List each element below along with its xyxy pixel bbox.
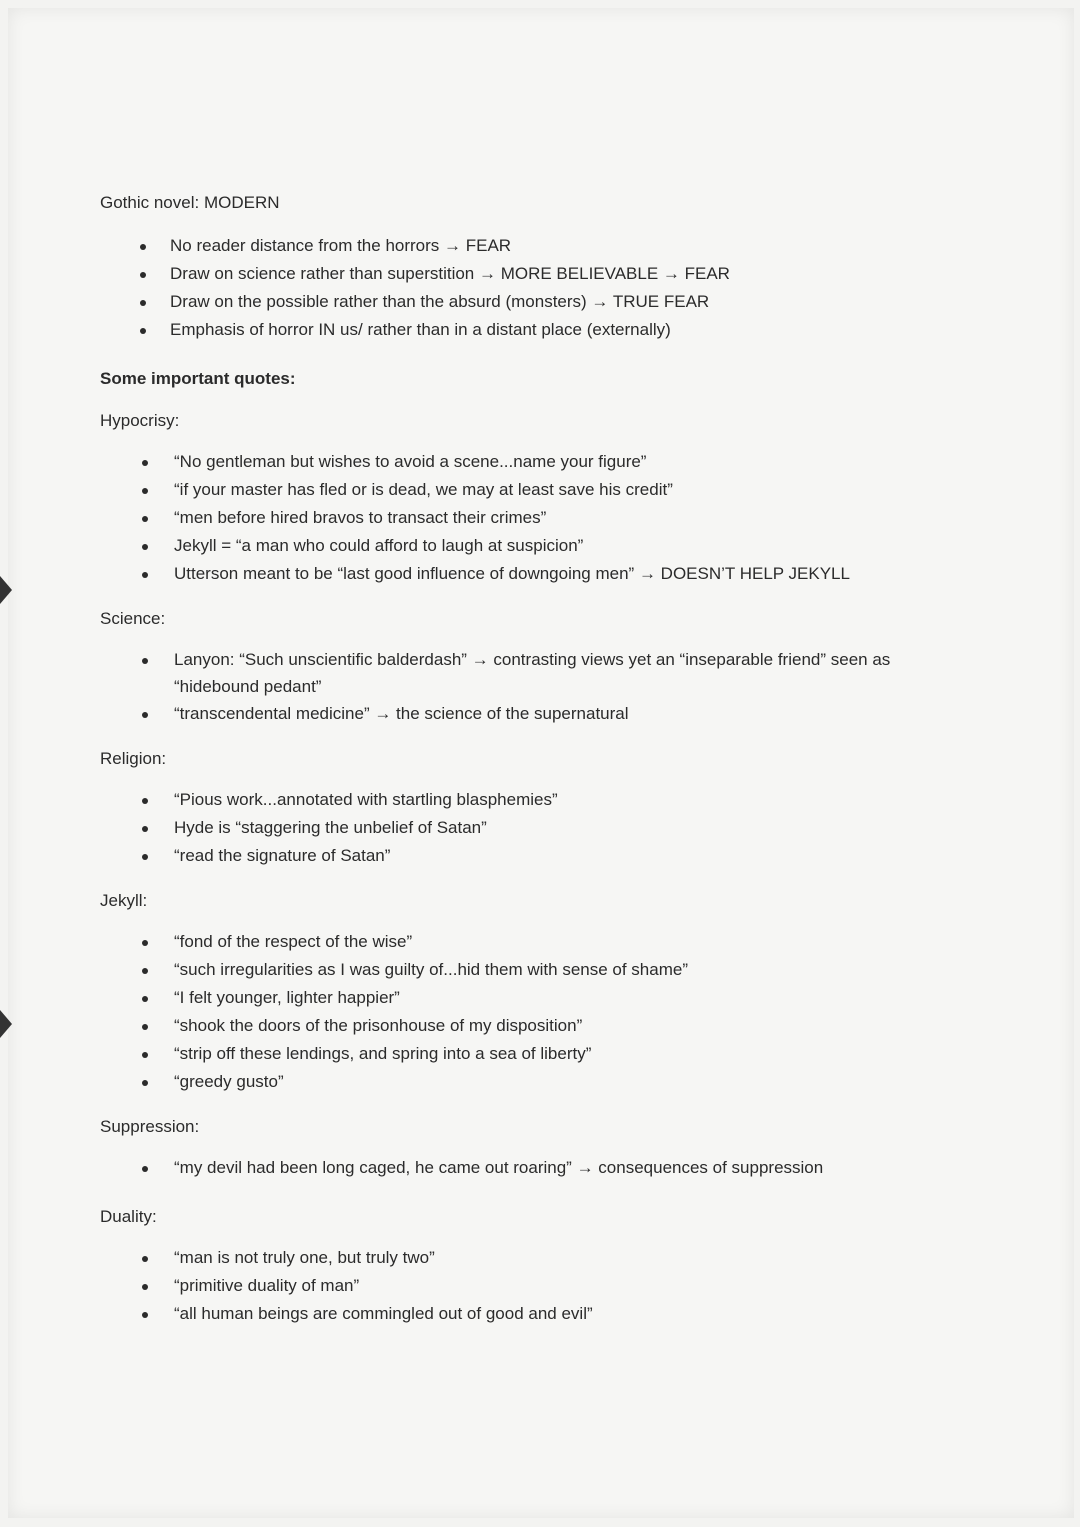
margin-tab-mark <box>0 1010 12 1038</box>
list-item: Lanyon: “Such unscientific balderdash” → contrasting views yet an “inseparable friend” seen as “hidebound pedant” <box>174 646 974 700</box>
margin-tab-mark <box>0 576 12 604</box>
list-item: “transcendental medicine” → the science of the supernatural <box>174 700 1000 728</box>
list-item: Emphasis of horror IN us/ rather than in a distant place (externally) <box>170 316 1000 344</box>
list-item: “primitive duality of man” <box>174 1272 1000 1300</box>
list-item: “strip off these lendings, and spring into a sea of liberty” <box>174 1040 1000 1068</box>
list-item: “man is not truly one, but truly two” <box>174 1244 1000 1272</box>
quotes-heading: Some important quotes: <box>100 369 296 388</box>
hypocrisy-list <box>100 448 1000 588</box>
list-item: “greedy gusto” <box>174 1068 1000 1096</box>
list-item: “my devil had been long caged, he came out roaring” → consequences of suppression <box>174 1154 1000 1182</box>
jekyll-list <box>100 928 1000 1096</box>
duality-list <box>100 1244 1000 1328</box>
list-item: Draw on science rather than superstition → MORE BELIEVABLE → FEAR <box>170 260 1000 288</box>
religion-heading: Religion: <box>100 749 167 768</box>
gothic-heading: Gothic novel: MODERN <box>100 193 280 212</box>
list-item: Jekyll = “a man who could afford to laugh at suspicion” <box>174 532 1000 560</box>
list-item: Utterson meant to be “last good influence of downgoing men” → DOESN’T HELP JEKYLL <box>174 560 1000 588</box>
list-item: “read the signature of Satan” <box>174 842 1000 870</box>
list-item: No reader distance from the horrors → FEAR <box>170 232 1000 260</box>
gothic-list <box>100 232 1000 344</box>
list-item: “Pious work...annotated with startling blasphemies” <box>174 786 1000 814</box>
list-item: “fond of the respect of the wise” <box>174 928 1000 956</box>
list-item: “I felt younger, lighter happier” <box>174 984 1000 1012</box>
list-item: Hyde is “staggering the unbelief of Satan” <box>174 814 1000 842</box>
list-item: Draw on the possible rather than the absurd (monsters) → TRUE FEAR <box>170 288 1000 316</box>
hypocrisy-heading: Hypocrisy: <box>100 411 180 430</box>
religion-list <box>100 786 1000 870</box>
suppression-list <box>100 1154 1000 1182</box>
list-item: “such irregularities as I was guilty of...hid them with sense of shame” <box>174 956 1000 984</box>
duality-heading: Duality: <box>100 1207 157 1226</box>
notes-content <box>100 190 1000 1328</box>
science-heading: Science: <box>100 609 166 628</box>
list-item: “shook the doors of the prisonhouse of my disposition” <box>174 1012 1000 1040</box>
list-item: “No gentleman but wishes to avoid a scene...name your figure” <box>174 448 1000 476</box>
suppression-heading: Suppression: <box>100 1117 200 1136</box>
list-item: “all human beings are commingled out of good and evil” <box>174 1300 1000 1328</box>
science-list <box>100 646 1000 728</box>
list-item: “if your master has fled or is dead, we may at least save his credit” <box>174 476 1000 504</box>
list-item: “men before hired bravos to transact their crimes” <box>174 504 1000 532</box>
jekyll-heading: Jekyll: <box>100 891 148 910</box>
